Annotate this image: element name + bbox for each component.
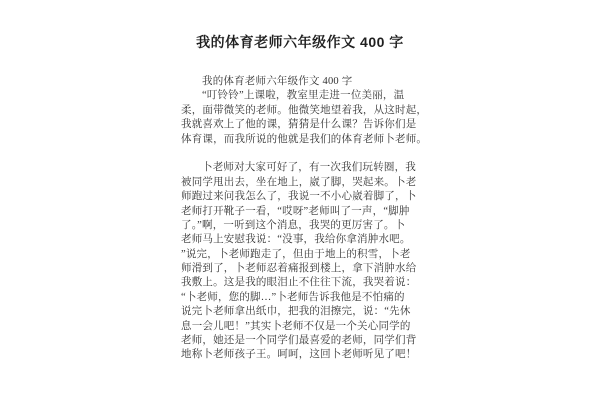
essay-body <box>181 75 428 363</box>
text-line: 息一会儿吧！”其实卜老师不仅是一个关心同学的 <box>181 320 411 332</box>
text-line: 师滑到了，卜老师忍着痛报到楼上，拿下消肿水给 <box>181 263 417 275</box>
text-line: 我的体育老师六年级作文 400 字 <box>202 76 353 87</box>
text-line: 老师打开靴子一看，“哎呀”老师叫了一声，“脚肿 <box>181 205 410 217</box>
text-line: 地称卜老师孩子王。呵呵，这回卜老师听见了吧！ <box>181 349 417 361</box>
text-line: 卜老师对大家可好了，有一次我们玩转圈，我 <box>202 162 416 174</box>
text-line: “卜老师，您的脚…”卜老师告诉我他是不怕痛的 <box>181 291 405 303</box>
text-line: ”说完，卜老师跑走了，但由于地上的积雪，卜老 <box>181 248 411 260</box>
text-line: 柔，面带微笑的老师。他微笑地望着我，从这时起， <box>181 104 428 116</box>
page-title: 我的体育老师六年级作文 400 字 <box>196 34 404 50</box>
text-line: “叮铃铃”上课啦，教室里走进一位美丽，温 <box>202 90 405 102</box>
text-line: 体育课，而我所说的他就是我们的体育老师卜老师。 <box>181 133 428 145</box>
text-line: 老师，她还是一个同学们最喜爱的老师，同学们背 <box>181 335 417 347</box>
text-line: 师跑过来问我怎么了，我说一不小心崴着脚了，卜 <box>181 191 417 203</box>
text-line: 我就喜欢上了他的课，猜猜是什么课？告诉你们是 <box>181 119 417 131</box>
text-line: 被同学甩出去，坐在地上，崴了脚，哭起来。卜老 <box>181 176 417 188</box>
text-line: 说完卜老师拿出纸巾，把我的泪擦完，说：“先休 <box>181 306 411 318</box>
text-line: 我敷上。这是我的眼泪止不住往下流，我哭着说： <box>181 277 417 289</box>
text-line: 老师马上安慰我说：“没事，我给你拿消肿水吧。 <box>181 234 411 246</box>
text-line: 了。”啊，一听到这个消息，我哭的更厉害了。卜 <box>181 219 406 231</box>
